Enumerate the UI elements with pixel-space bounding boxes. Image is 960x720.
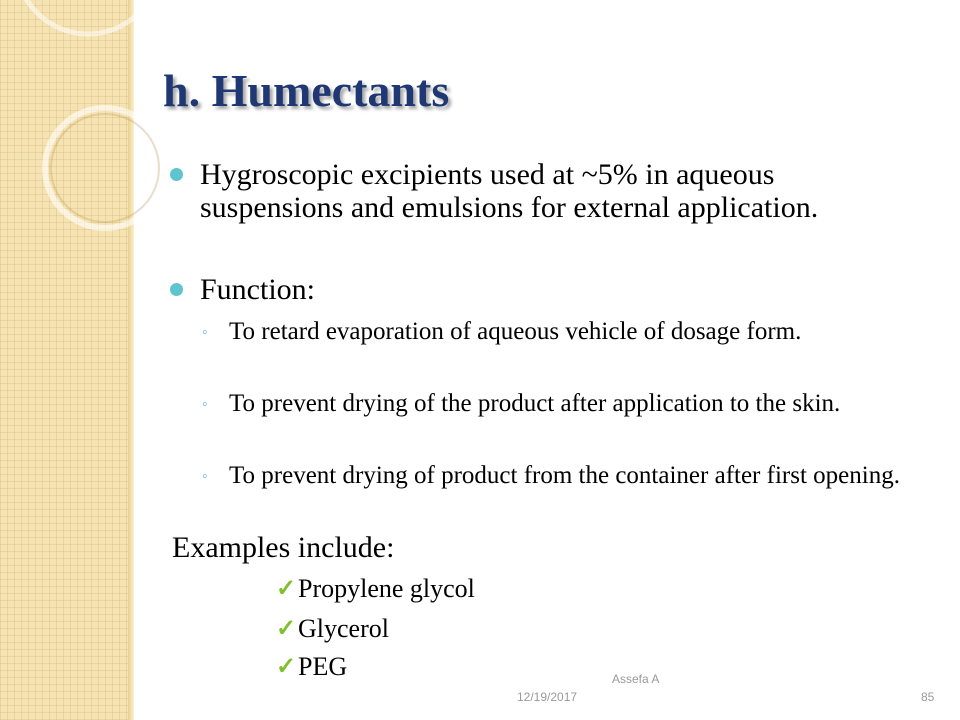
check-mark-icon: ✓	[276, 576, 297, 602]
decorative-circles	[0, 0, 160, 260]
footer-date: 12/19/2017	[517, 690, 578, 704]
check-mark-icon: ✓	[276, 654, 297, 680]
example-text: Glycerol	[298, 614, 389, 643]
filled-circle-bullet-icon	[170, 283, 183, 296]
check-mark-icon: ✓	[276, 616, 297, 642]
sub-bullet-text: To prevent drying of the product after application to the skin.	[229, 390, 841, 417]
example-text: PEG	[298, 652, 348, 681]
example-text: Propylene glycol	[298, 574, 475, 603]
footer-author: Assefa A	[612, 672, 660, 686]
slide-number: 85	[921, 690, 935, 704]
slide-title: h. Humectants	[163, 65, 450, 116]
sub-bullet-text: To retard evaporation of aqueous vehicle of dosage form.	[229, 318, 802, 345]
hollow-circle-bullet-icon: ◦	[202, 396, 208, 413]
sub-bullet-text: To prevent drying of product from the container after first opening.	[229, 462, 900, 489]
hollow-circle-bullet-icon: ◦	[202, 468, 208, 485]
hollow-circle-bullet-icon: ◦	[202, 324, 208, 341]
bullet-text: Function:	[200, 273, 316, 306]
examples-heading: Examples include:	[172, 531, 395, 564]
filled-circle-bullet-icon	[170, 168, 183, 181]
bullet-text: Hygroscopic excipients used at ~5% in aqueous suspensions and emulsions for external application.	[200, 158, 819, 224]
